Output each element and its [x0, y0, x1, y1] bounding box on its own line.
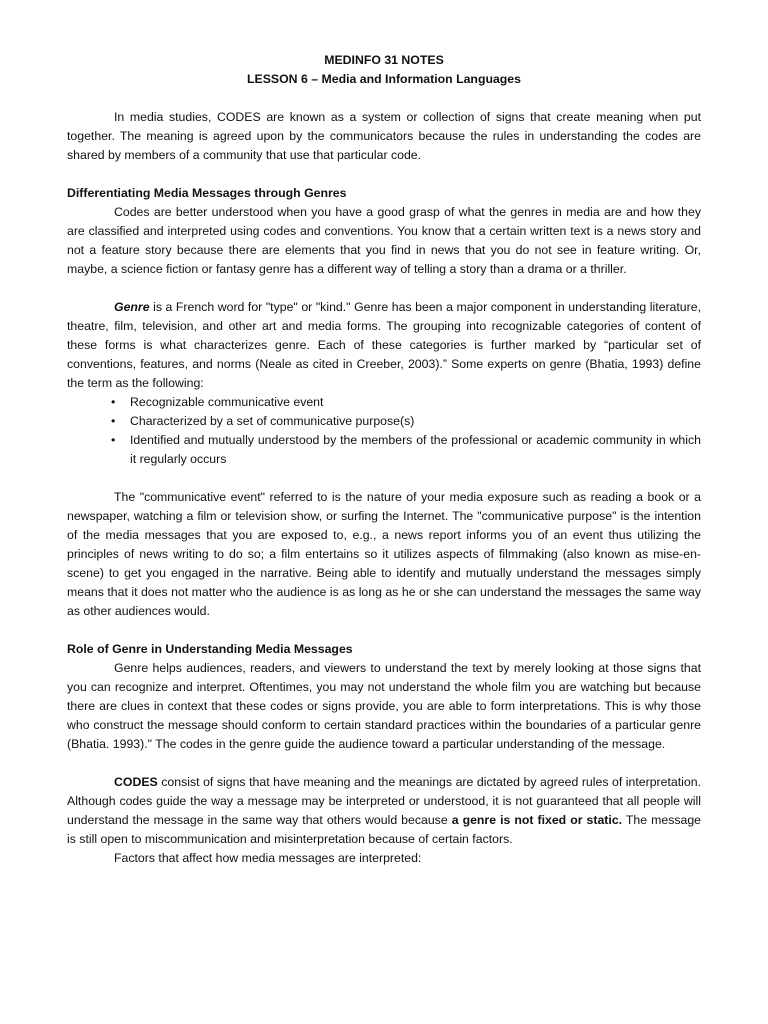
genre-term: Genre	[114, 300, 150, 314]
genre-definition-text: is a French word for "type" or "kind." Genre has been a major component in understanding literature, theatre, film, television, and other art and media forms. The grouping into recognizable categories of content of these forms is what characterizes genre. Each of these categories is further marked by “particular set of conventions, features, and norms (Neale as cited in Creeber, 2003).” Some experts on genre (Bhatia, 1993) define the term as the following:	[67, 300, 701, 390]
lesson-title: LESSON 6 – Media and Information Languages	[247, 72, 521, 86]
spacer	[67, 165, 701, 184]
codes-emphasis: a genre is not fixed or static.	[451, 813, 623, 827]
spacer	[67, 469, 701, 488]
genre-definition-list	[67, 393, 701, 469]
section-heading-role: Role of Genre in Understanding Media Messages	[67, 642, 353, 656]
spacer	[67, 279, 701, 298]
document-page	[67, 51, 701, 868]
role-paragraph-2	[67, 773, 701, 849]
spacer	[67, 754, 701, 773]
genres-paragraph-1: Codes are better understood when you have a good grasp of what the genres in media are and how they are classified and interpreted using codes and conventions. You know that a certain written text is a news story and not a feature story because there are elements that you find in news that you do not see in feature writing. Or, maybe, a science fiction or fantasy genre has a different way of telling a story than a drama or a thriller.	[67, 205, 701, 276]
list-item-text: Recognizable communicative event	[130, 395, 324, 409]
bullet-icon: •	[111, 395, 116, 409]
genres-paragraph-2	[67, 298, 701, 393]
section-heading-genres: Differentiating Media Messages through Genres	[67, 186, 347, 200]
bullet-icon: •	[111, 433, 116, 447]
list-item	[111, 393, 701, 412]
codes-term: CODES	[114, 775, 158, 789]
list-item	[111, 412, 701, 431]
genres-paragraph-3: The "communicative event" referred to is the nature of your media exposure such as reading a book or a newspaper, watching a film or television show, or surfing the Internet. The "communicative purpose" is the intention of the media messages that you are exposed to, e.g., a news report informs you of an event thus utilizing the principles of news writing to do so; a film entertains so it utilizes aspects of filmmaking (also known as mise-en-scene) to get you engaged in the narrative. Being able to identify and mutually understand the messages simply means that it does not matter who the audience is as long as he or she can understand the messages the same way as other audiences would.	[67, 490, 701, 618]
list-item-text: Identified and mutually understood by the members of the professional or academic community in which it regularly occurs	[130, 433, 701, 466]
codes-text-b: The message is still open to miscommunication and misinterpretation because of certain factors.	[67, 813, 702, 846]
intro-paragraph: In media studies, CODES are known as a system or collection of signs that create meaning when put together. The meaning is agreed upon by the communicators because the rules in understanding the codes are shared by members of a community that use that particular code.	[67, 110, 701, 162]
spacer	[67, 89, 701, 108]
spacer	[67, 621, 701, 640]
codes-text-a: consist of signs that have meaning and the meanings are dictated by agreed rules of interpretation. Although codes guide the way a message may be interpreted or understood, it is not guaranteed that all people will understand the message in the same way that others would because	[67, 775, 701, 827]
document-title: MEDINFO 31 NOTES	[324, 53, 444, 67]
bullet-icon: •	[111, 414, 116, 428]
factors-intro: Factors that affect how media messages are interpreted:	[114, 851, 422, 865]
list-item-text: Characterized by a set of communicative purpose(s)	[130, 414, 415, 428]
role-paragraph-1: Genre helps audiences, readers, and viewers to understand the text by merely looking at those signs that you can recognize and interpret. Oftentimes, you may not understand the whole film you are watching but because there are clues in context that these codes or signs provide, you are able to form interpretations. This is why those who construct the message should conform to certain standard practices within the boundaries of a particular genre (Bhatia. 1993)." The codes in the genre guide the audience toward a particular understanding of the message.	[67, 661, 701, 751]
list-item	[111, 431, 701, 469]
